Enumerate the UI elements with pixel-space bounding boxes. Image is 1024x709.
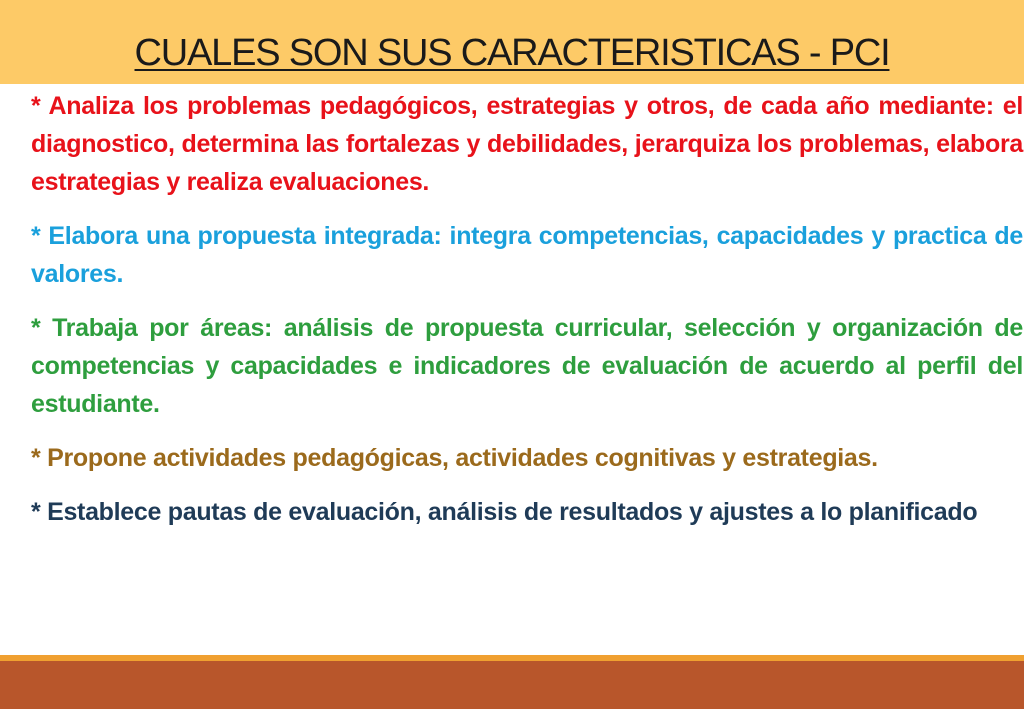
paragraph-trabaja: * Trabaja por áreas: análisis de propuesta curricular, selección y organización de competencias y capacidades e indicadores de evaluación de acuerdo al perfil del estudiante. [31, 314, 1023, 418]
paragraph-propone: * Propone actividades pedagógicas, actividades cognitivas y estrategias. [31, 444, 878, 472]
slide-content [31, 87, 1023, 531]
slide-title: CUALES SON SUS CARACTERISTICAS - PCI [134, 32, 890, 74]
paragraph-analiza: * Analiza los problemas pedagógicos, estrategias y otros, de cada año mediante: el diagnostico, determina las fortalezas y debilidades, jerarquiza los problemas, elabora estrategias y realiza evaluaciones. [31, 92, 1023, 196]
paragraph-establece: * Establece pautas de evaluación, análisis de resultados y ajustes a lo planificado [31, 498, 978, 526]
bottom-band [0, 661, 1024, 709]
paragraph-elabora: * Elabora una propuesta integrada: integra competencias, capacidades y practica de valores. [31, 222, 1023, 288]
